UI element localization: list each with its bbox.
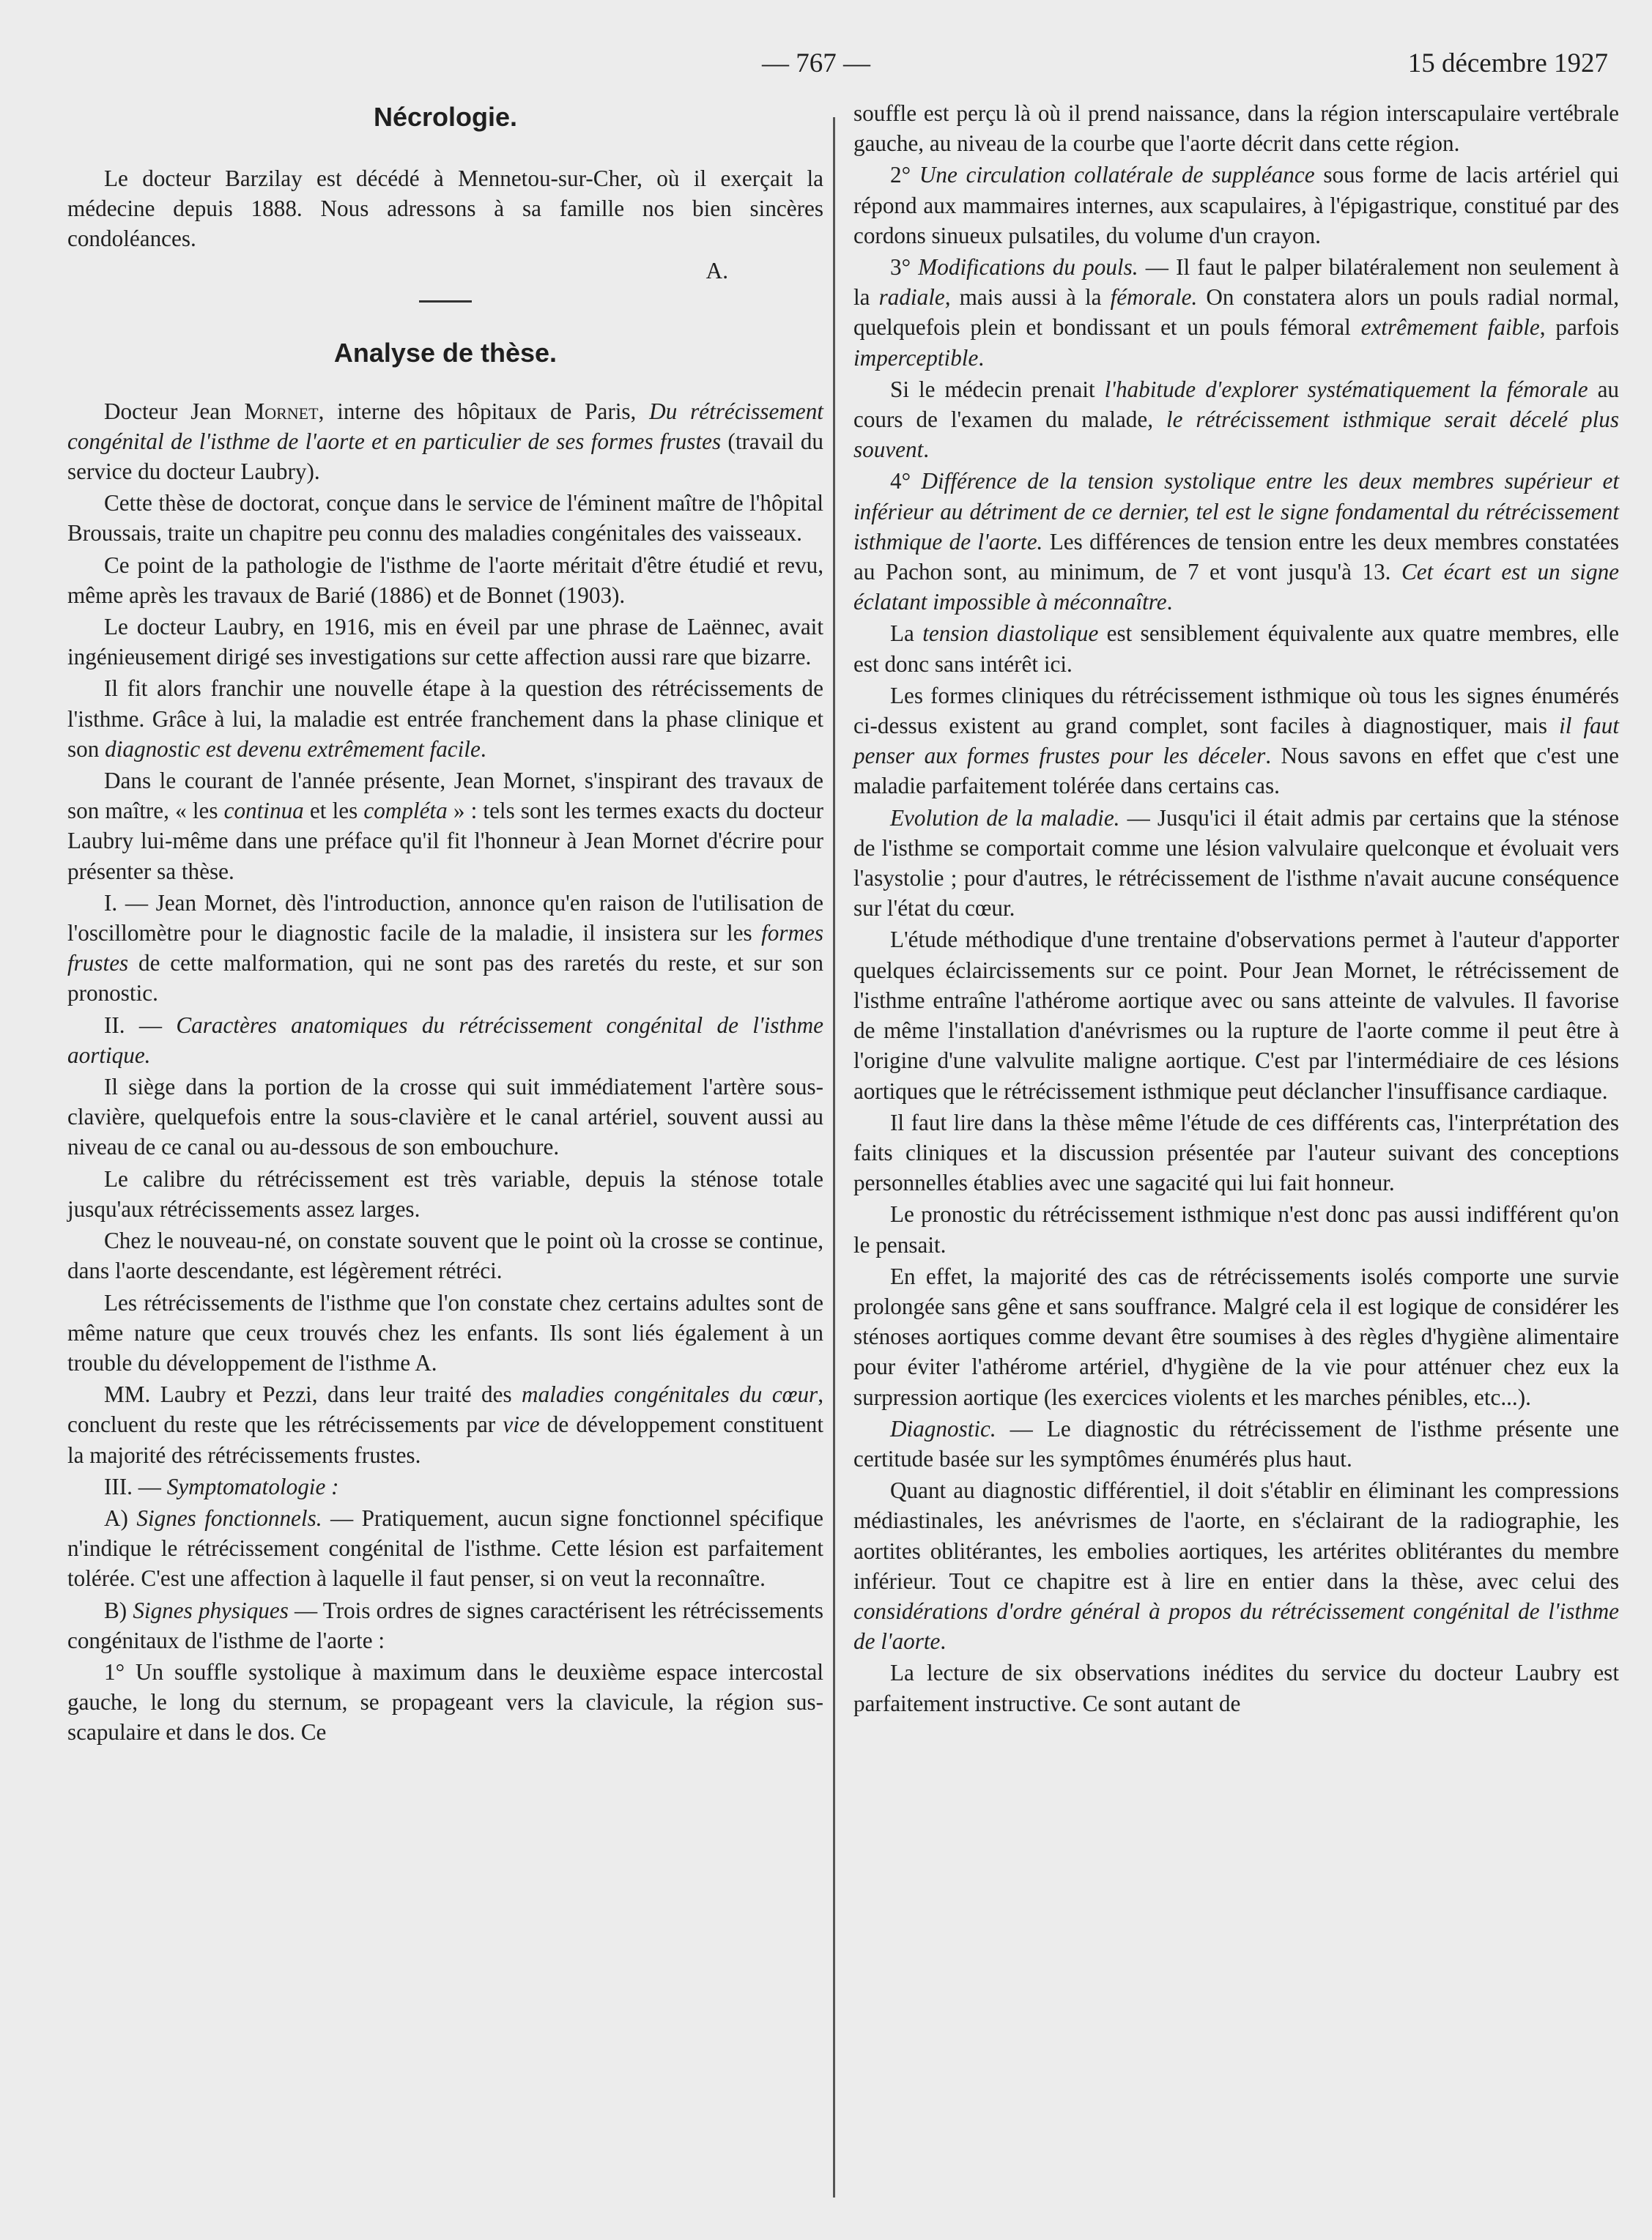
paragraph: Les rétrécissements de l'isthme que l'on constate chez certains adultes sont de même nature que ceux trouvés chez les enfants. Ils sont liés également à un trouble du développement de l'isthme A.: [67, 1289, 823, 1376]
paragraph: Le docteur Laubry, en 1916, mis en éveil par une phrase de Laënnec, avait ingénieusement dirigé ses investigations sur cette affection aussi rare que bizarre.: [67, 614, 823, 670]
paragraph: 2° Une circulation collatérale de suppléance sous forme de lacis artériel qui répond aux mammaires internes, aux scapulaires, à l'épigastrique, constitué par des cordons sinueux pulsatiles, du volume d'un crayon.: [853, 162, 1619, 248]
paragraph: Dans le courant de l'année présente, Jean Mornet, s'inspirant des travaux de son maître, « les continua et les compléta » : tels sont les termes exacts du docteur Laubry lui-même dans une préface qu'il fit l'honneur à Jean Mornet d'écrire pour présenter sa thèse.: [67, 768, 823, 884]
issue-date: 15 décembre 1927: [1407, 48, 1608, 78]
paragraph: Les formes cliniques du rétrécissement isthmique où tous les signes énumérés ci-dessus existent au grand complet, sont faciles à diagnostiquer, mais il faut penser aux formes frustes pour les déceler. Nous savons en effet que c'est une maladie parfaitement tolérée dans certains cas.: [853, 682, 1620, 799]
paragraph: Il siège dans la portion de la crosse qui suit immédiatement l'artère sous-clavière, quelquefois entre la sous-clavière et le canal artériel, souvent aussi au niveau de ce canal ou au-dessous de son embouchure.: [67, 1074, 823, 1160]
left-column: [67, 99, 823, 2211]
these-heading: Analyse de thèse.: [333, 337, 558, 368]
paragraph: Le pronostic du rétrécissement isthmique n'est donc pas aussi indifférent qu'on le pensait.: [853, 1201, 1619, 1258]
paragraph: Evolution de la maladie. — Jusqu'ici il était admis par certains que la sténose de l'isthme se comportait comme une lésion valvulaire quelconque et évoluait vers l'asystolie ; pour d'autres, le rétrécissement de l'isthme n'avait aucune conséquence sur l'état du cœur.: [853, 804, 1619, 921]
page-number: — 767 —: [762, 48, 870, 78]
paragraph: Il faut lire dans la thèse même l'étude de ces différents cas, l'interprétation des faits cliniques et la discussion présentée par l'auteur suivant des conceptions personnelles établies avec une sagacité qui lui fait honneur.: [853, 1109, 1619, 1196]
paragraph: MM. Laubry et Pezzi, dans leur traité des maladies congénitales du cœur, concluent du reste que les rétrécissements par vice de développement constituent la majorité des rétrécissements frustes.: [67, 1382, 823, 1468]
paragraph: La tension diastolique est sensiblement équivalente aux quatre membres, elle est donc sans intérêt ici.: [853, 620, 1619, 677]
necrologie-paragraph: Le docteur Barzilay est décédé à Mennetou-sur-Cher, où il exerçait la médecine depuis 1888. Nous adressons à sa famille nos bien sincères condoléances.: [67, 166, 823, 252]
right-column: [853, 98, 1619, 2211]
paragraph: Cette thèse de doctorat, conçue dans le service de l'éminent maître de l'hôpital Broussais, traite un chapitre peu connu des maladies congénitales des vaisseaux.: [67, 490, 823, 546]
paragraph: Si le médecin prenait l'habitude d'explorer systématiquement la fémorale au cours de l'examen du malade, le rétrécissement isthmique serait décelé plus souvent.: [853, 376, 1619, 463]
paragraph: Quant au diagnostic différentiel, il doit s'établir en éliminant les compressions médiastinales, les anévrismes de l'aorte, en s'éclairant de la radiographie, les aortites oblitérantes, les embolies aortiques, les artérites oblitérantes du membre inférieur. Tout ce chapitre est à lire en entier dans la thèse, avec celui des considérations d'ordre général à propos du rétrécissement congénital de l'isthme de l'aorte.: [853, 1477, 1619, 1655]
paragraph: Il fit alors franchir une nouvelle étape à la question des rétrécissements de l'isthme. Grâce à lui, la maladie est entrée franchement dans la phase clinique et son diagnostic est devenu extrêmement facile.: [67, 675, 823, 762]
column-divider: [833, 117, 835, 2198]
paragraph: I. — Jean Mornet, dès l'introduction, annonce qu'en raison de l'utilisation de l'oscillomètre pour le diagnostic facile de la maladie, il insistera sur les formes frustes de cette malformation, qui ne sont pas des raretés du reste, et sur son pronostic.: [67, 889, 823, 1006]
paragraph: 3° Modifications du pouls. — Il faut le palper bilatéralement non seulement à la radiale, mais aussi à la fémorale. On constatera alors un pouls radial normal, quelquefois plein et bondissant et un pouls fémoral extrêmement faible, parfois imperceptible.: [853, 254, 1620, 371]
section-separator: [419, 300, 472, 303]
paragraph: Docteur Jean Mornet, interne des hôpitaux de Paris, Du rétrécissement congénital de l'isthme de l'aorte et en particulier de ses formes frustes (travail du service du docteur Laubry).: [67, 398, 823, 485]
paragraph: L'étude méthodique d'une trentaine d'observations permet à l'auteur d'apporter quelques éclaircissements sur ce point. Pour Jean Mornet, le rétrécissement de l'isthme entraîne l'athérome aortique avec ou sans atteinte de valvules. Il favorise de même l'installation d'anévrismes ou la rupture de l'aorte comme il peut être à l'origine d'une valvulite maligne aortique. C'est par l'intermédiaire de ces lésions aortiques que le rétrécissement isthmique peut déclancher l'insuffisance cardiaque.: [853, 927, 1619, 1104]
necrologie-signature: A.: [705, 257, 728, 283]
paragraph: Ce point de la pathologie de l'isthme de l'aorte méritait d'être étudié et revu, même après les travaux de Barié (1886) et de Bonnet (1903).: [67, 552, 823, 608]
paragraph: 1° Un souffle systolique à maximum dans le deuxième espace intercostal gauche, le long du sternum, se propageant vers la clavicule, la région sus-scapulaire et dans le dos. Ce: [67, 1658, 823, 1746]
paragraph: Chez le nouveau-né, on constate souvent que le point où la crosse se continue, dans l'aorte descendante, est légèrement rétréci.: [67, 1228, 823, 1284]
paragraph: En effet, la majorité des cas de rétrécissements isolés comporte une survie prolongée sans gêne et sans souffrance. Malgré cela il est logique de considérer les sténoses aortiques comme devant être soumises à des règles d'hygiène alimentaire pour éviter l'athérome artériel, d'hygiène de la vie pour atténuer chez eux la surpression aortique (les exercices violents et les marches pénibles, etc...).: [853, 1263, 1619, 1410]
paragraph: La lecture de six observations inédites du service du docteur Laubry est parfaitement instructive. Ce sont autant de: [853, 1660, 1619, 1716]
paragraph: Diagnostic. — Le diagnostic du rétrécissement de l'isthme présente une certitude basée sur les symptômes énumérés plus haut.: [853, 1415, 1619, 1472]
paragraph: souffle est perçu là où il prend naissance, dans la région interscapulaire vertébrale gauche, au niveau de la courbe que l'aorte décrit dans cette région.: [853, 100, 1619, 157]
paragraph: Le calibre du rétrécissement est très variable, depuis la sténose totale jusqu'aux rétrécissements assez larges.: [67, 1165, 823, 1222]
section-heading: III. — Symptomatologie :: [104, 1473, 339, 1499]
paragraph: 4° Différence de la tension systolique entre les deux membres supérieur et inférieur au détriment de ce dernier, tel est le signe fondamental du rétrécissement isthmique de l'aorte. Les différences de tension entre les deux membres constatées au Pachon sont, au minimum, de 7 et vont jusqu'à 13. Cet écart est un signe éclatant impossible à méconnaître.: [853, 468, 1620, 615]
paragraph: A) Signes fonctionnels. — Pratiquement, aucun signe fonctionnel spécifique n'indique le rétrécissement congénital de l'isthme. Cette lésion est parfaitement tolérée. C'est une affection à laquelle il faut penser, si on veut la reconnaître.: [67, 1505, 823, 1592]
page-header: [762, 45, 1608, 82]
necrologie-heading: Nécrologie.: [373, 102, 518, 132]
section-heading: II. — Caractères anatomiques du rétrécissement congénital de l'isthme aortique.: [67, 1012, 823, 1068]
paragraph: B) Signes physiques — Trois ordres de signes caractérisent les rétrécissements congénitaux de l'isthme de l'aorte :: [67, 1597, 824, 1653]
